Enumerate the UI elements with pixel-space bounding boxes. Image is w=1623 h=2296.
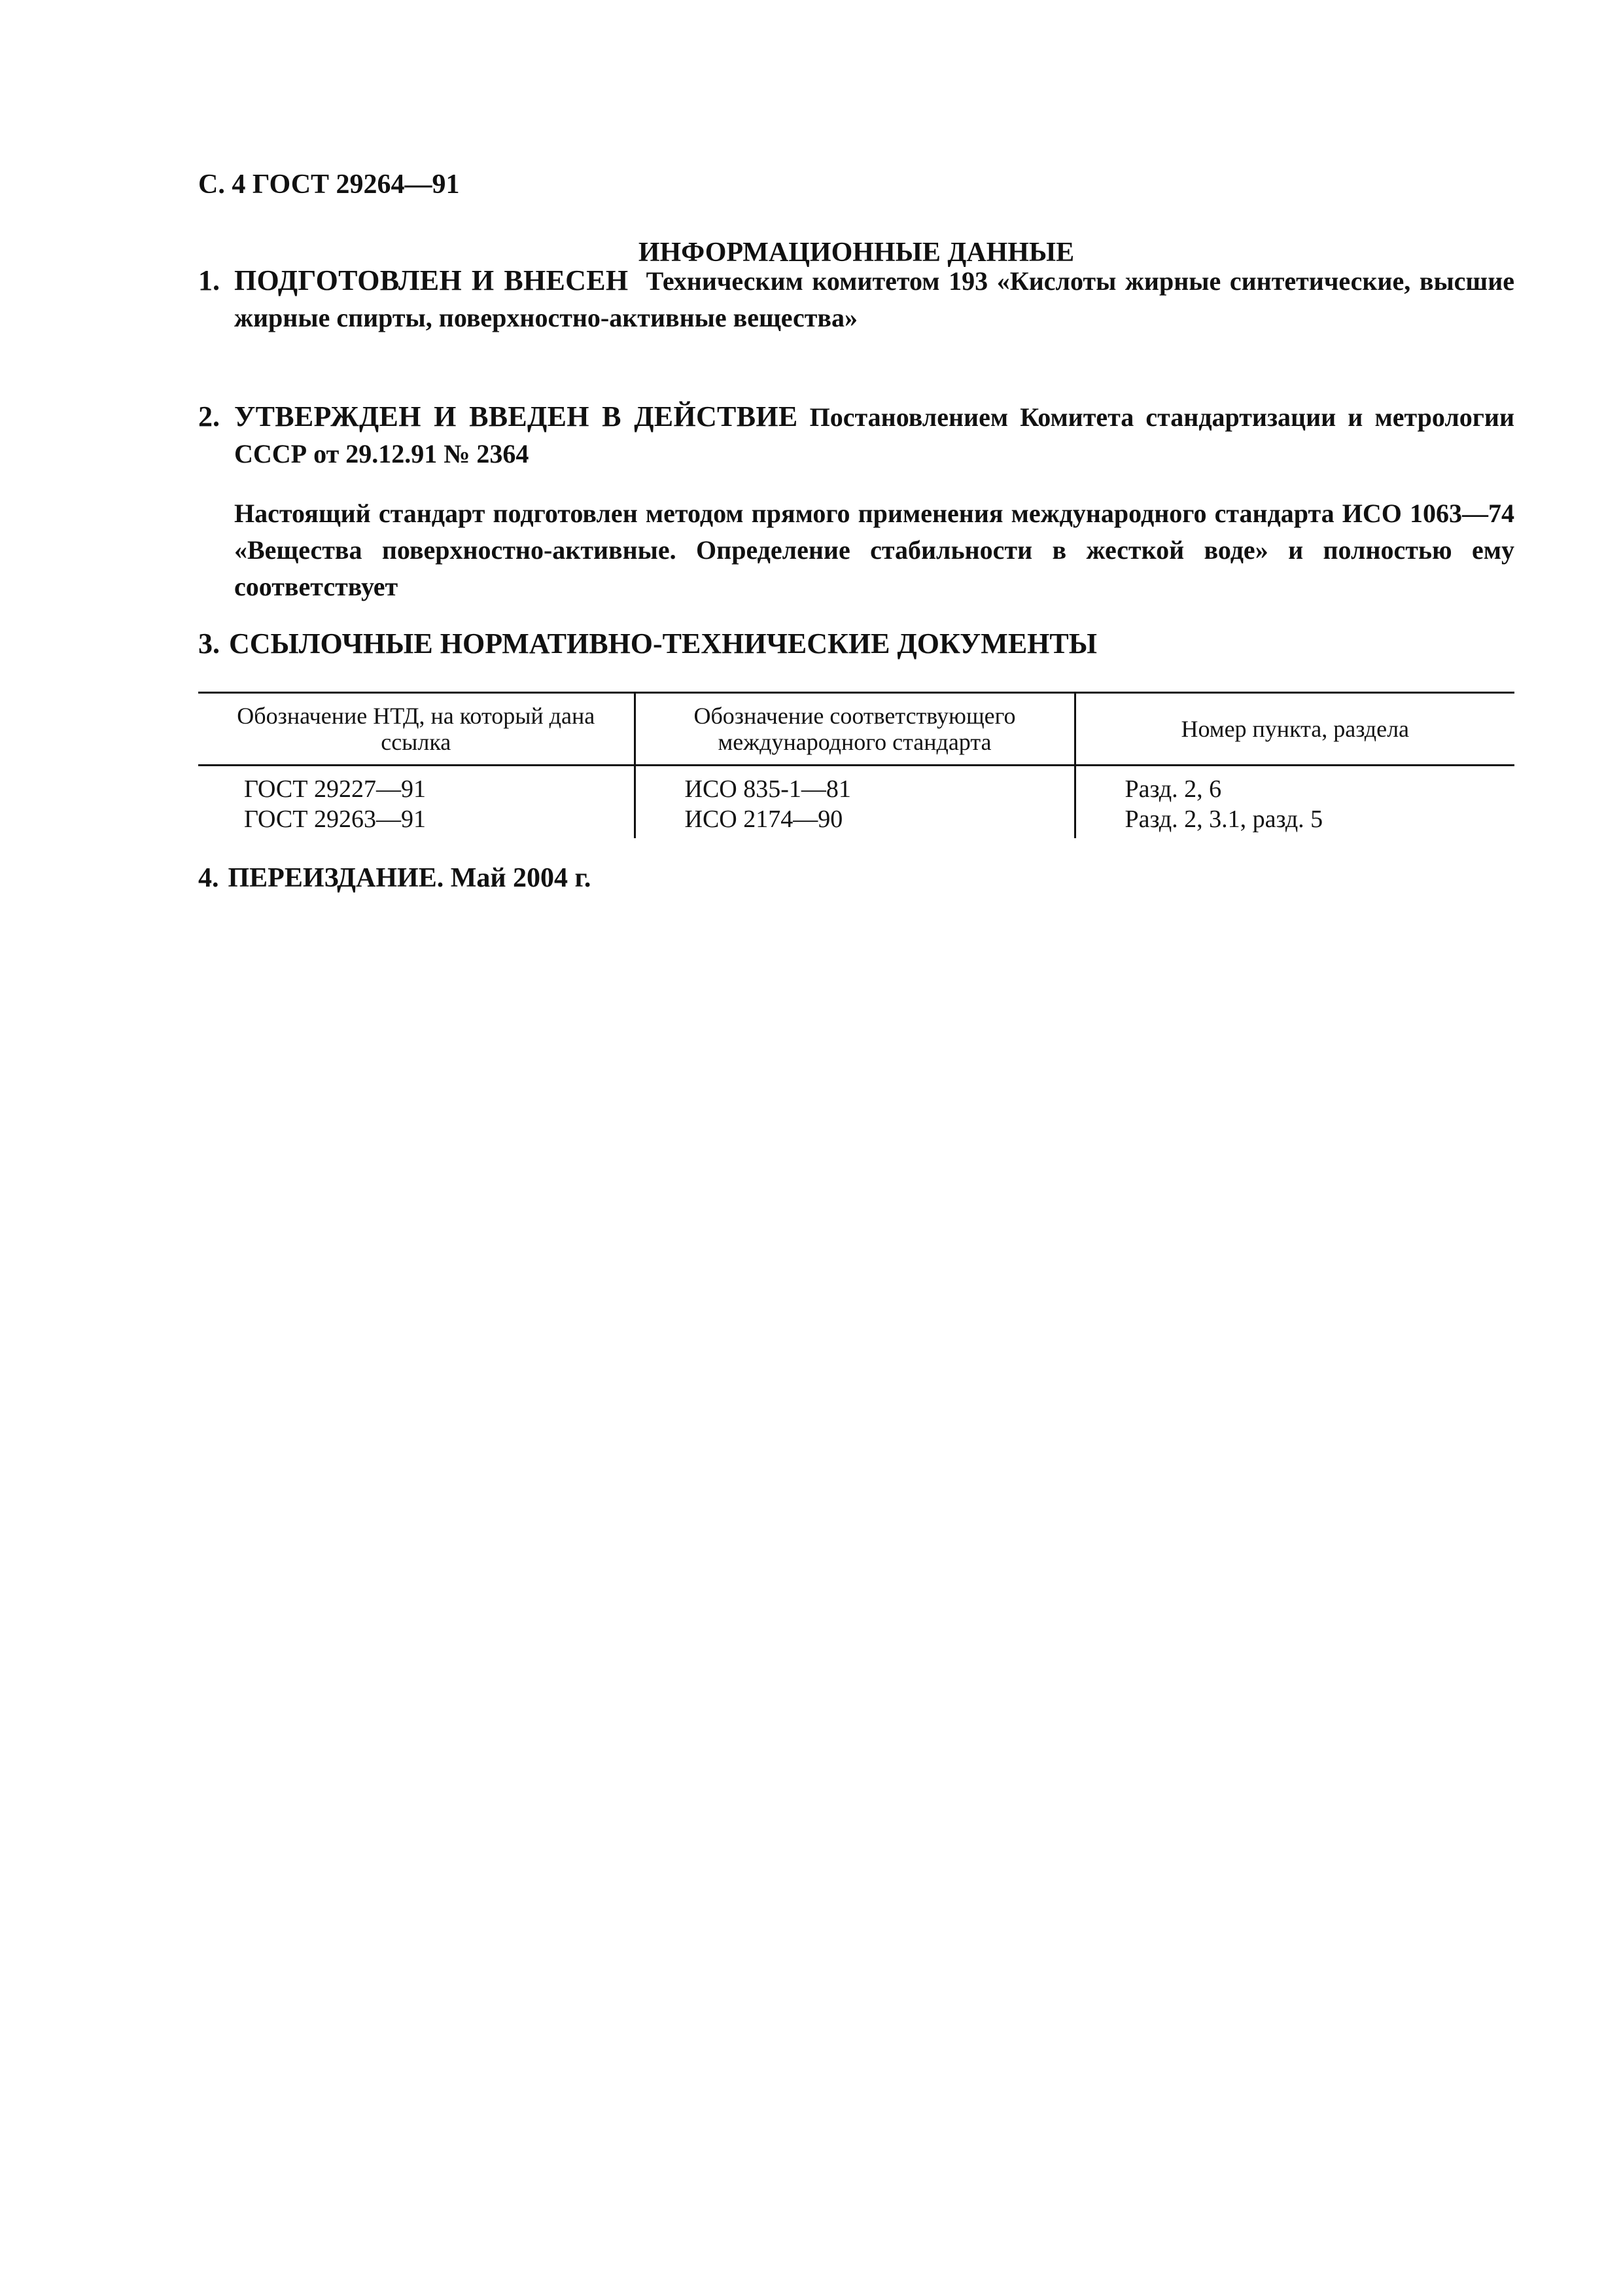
item-2-text: Постановлением Комитета стандартизации и метрологии СССР от 29.12.91 № 2364 <box>234 402 1515 468</box>
section-4-heading <box>198 862 591 894</box>
ntd-value: ГОСТ 29227—91 <box>244 775 426 803</box>
page-header: С. 4 ГОСТ 29264—91 <box>198 169 460 200</box>
table-cell-ntd <box>198 766 635 839</box>
standard-note: Настоящий стандарт подготовлен методом прямого применения международного стандарта ИСО 1063—74 «Вещества поверхностно-активные. Определение стабильности в жесткой воде» и полностью ему соответствует <box>234 499 1514 601</box>
table-cell-iso <box>635 766 1075 839</box>
table-header-row <box>198 693 1514 766</box>
header-ntd-designation: Обозначение НТД, на который дана ссылка <box>198 693 635 766</box>
header-international-standard: Обозначение соответствующего международного стандарта <box>635 693 1075 766</box>
section-4-number: 4. <box>198 863 219 893</box>
section-3-number: 3. <box>198 627 220 660</box>
section-3-heading <box>198 627 1097 660</box>
section-value: Разд. 2, 6 <box>1125 775 1222 803</box>
iso-value: ИСО 835-1—81 <box>684 775 851 803</box>
references-table <box>198 692 1514 838</box>
iso-value: ИСО 2174—90 <box>684 805 843 833</box>
item-1-number: 1. <box>198 264 220 296</box>
section-3-title: ССЫЛОЧНЫЕ НОРМАТИВНО-ТЕХНИЧЕСКИЕ ДОКУМЕНТЫ <box>229 627 1097 660</box>
table-row <box>198 766 1514 839</box>
item-1-lead: ПОДГОТОВЛЕН И ВНЕСЕН <box>234 264 629 296</box>
header-section-number: Номер пункта, раздела <box>1075 693 1514 766</box>
document-title: ИНФОРМАЦИОННЫЕ ДАННЫЕ <box>638 238 1075 268</box>
item-1-text: Техническим комитетом 193 «Кислоты жирные синтетические, высшие жирные спирты, поверхностно-активные вещества» <box>234 266 1514 332</box>
item-2-body <box>234 398 1514 472</box>
item-2-lead: УТВЕРЖДЕН И ВВЕДЕН В ДЕЙСТВИЕ <box>234 400 798 433</box>
item-1-body <box>234 262 1514 336</box>
table-cell-section <box>1075 766 1514 839</box>
ntd-value: ГОСТ 29263—91 <box>244 805 426 833</box>
item-2 <box>198 398 1514 472</box>
section-4-text: ПЕРЕИЗДАНИЕ. Май 2004 г. <box>228 863 591 893</box>
item-2-number: 2. <box>198 400 220 433</box>
item-1 <box>198 262 1514 336</box>
section-value: Разд. 2, 3.1, разд. 5 <box>1125 805 1323 833</box>
